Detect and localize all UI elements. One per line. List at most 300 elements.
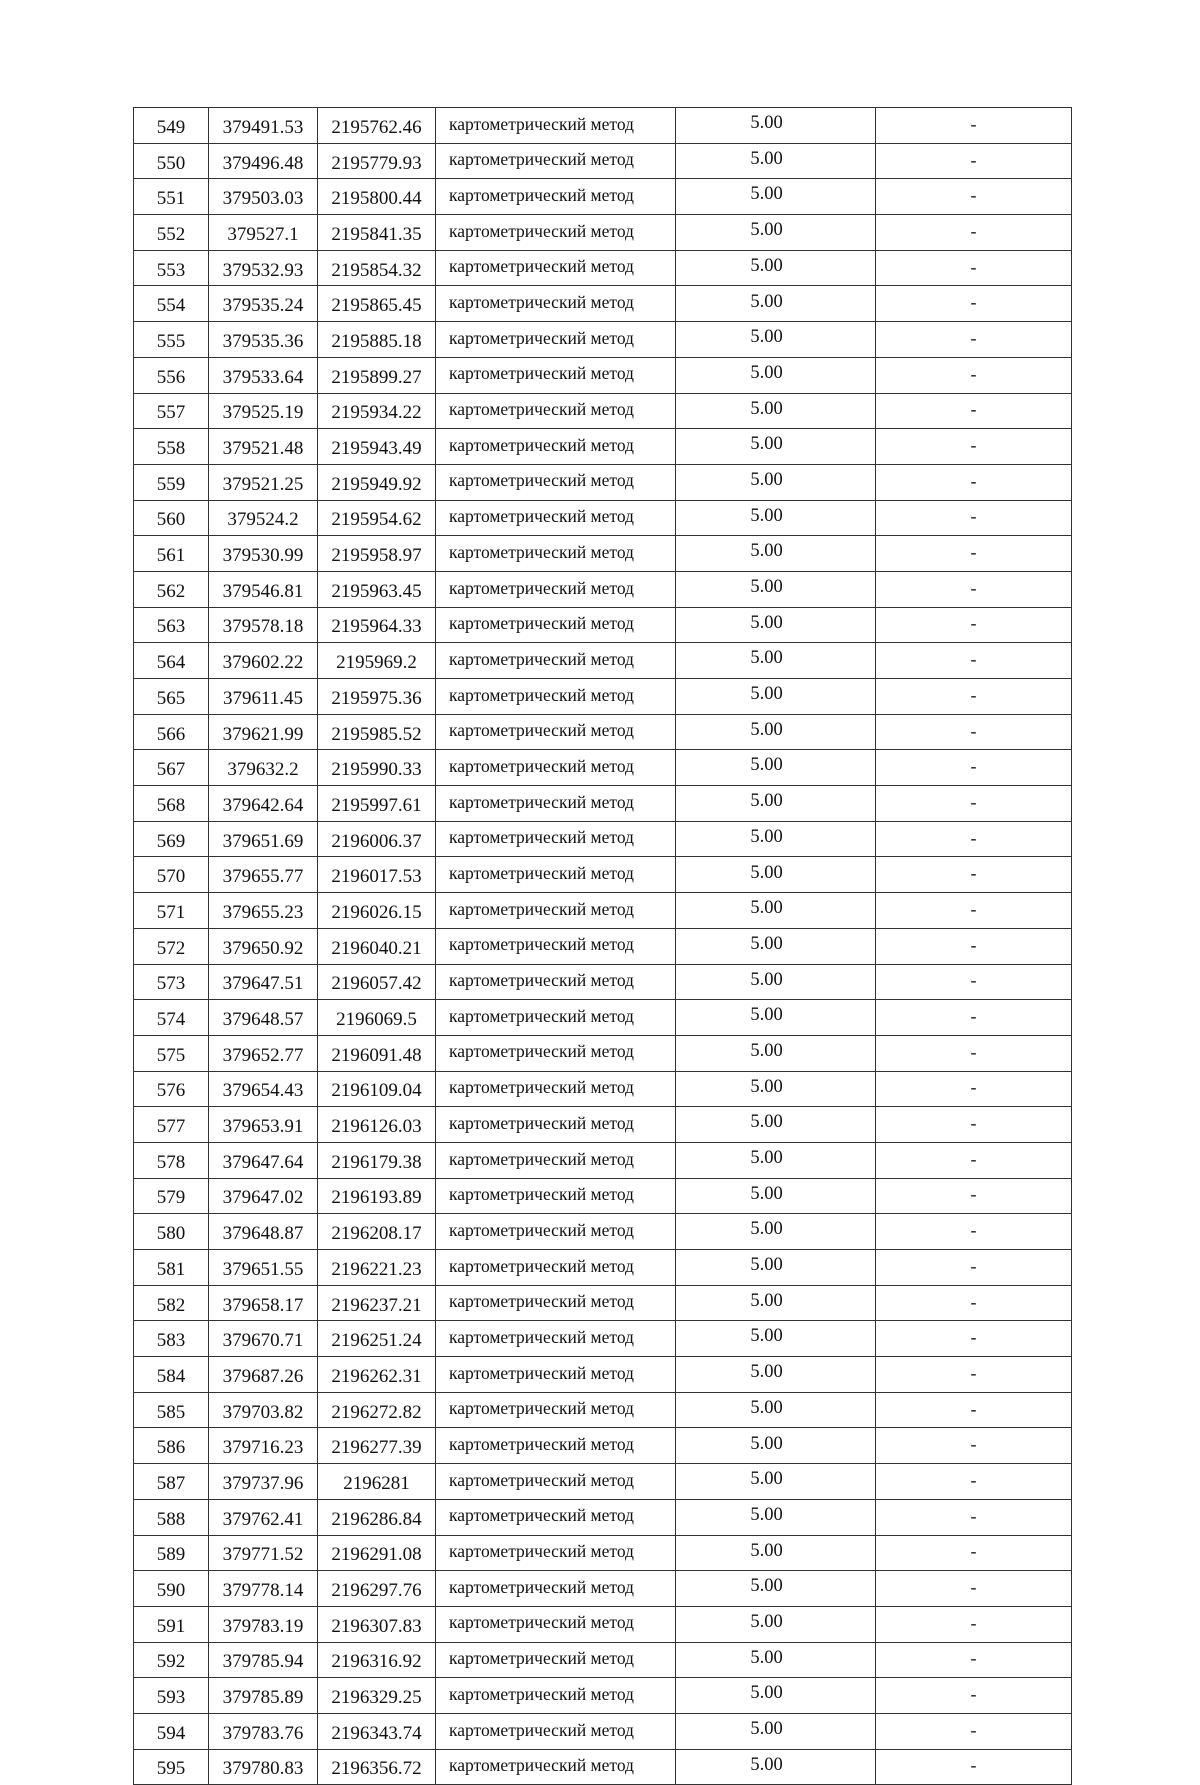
x-coordinate-cell: 379611.45 [209, 679, 318, 715]
table-row [134, 250, 1072, 286]
y-coordinate-cell: 2196307.83 [318, 1606, 436, 1642]
method-cell: картометрический метод [436, 1642, 676, 1678]
method-cell: картометрический метод [436, 179, 676, 215]
y-coordinate-cell: 2196193.89 [318, 1178, 436, 1214]
precision-cell: 5.00 [676, 322, 876, 358]
x-coordinate-cell: 379648.57 [209, 1000, 318, 1036]
point-number-cell: 577 [134, 1107, 209, 1143]
table-row [134, 821, 1072, 857]
description-cell: - [876, 500, 1072, 536]
description-cell: - [876, 1357, 1072, 1393]
method-cell: картометрический метод [436, 143, 676, 179]
point-number-cell: 574 [134, 1000, 209, 1036]
precision-cell: 5.00 [676, 857, 876, 893]
description-cell: - [876, 1107, 1072, 1143]
method-cell: картометрический метод [436, 821, 676, 857]
y-coordinate-cell: 2195963.45 [318, 571, 436, 607]
description-cell: - [876, 643, 1072, 679]
point-number-cell: 592 [134, 1642, 209, 1678]
point-number-cell: 551 [134, 179, 209, 215]
method-cell: картометрический метод [436, 1535, 676, 1571]
x-coordinate-cell: 379703.82 [209, 1392, 318, 1428]
method-cell: картометрический метод [436, 571, 676, 607]
y-coordinate-cell: 2195800.44 [318, 179, 436, 215]
method-cell: картометрический метод [436, 357, 676, 393]
precision-cell: 5.00 [676, 1606, 876, 1642]
description-cell: - [876, 1071, 1072, 1107]
table-row [134, 464, 1072, 500]
table-row [134, 1285, 1072, 1321]
description-cell: - [876, 1642, 1072, 1678]
description-cell: - [876, 393, 1072, 429]
description-cell: - [876, 1214, 1072, 1250]
table-row [134, 964, 1072, 1000]
method-cell: картометрический метод [436, 607, 676, 643]
description-cell: - [876, 536, 1072, 572]
x-coordinate-cell: 379578.18 [209, 607, 318, 643]
x-coordinate-cell: 379533.64 [209, 357, 318, 393]
method-cell: картометрический метод [436, 1321, 676, 1357]
precision-cell: 5.00 [676, 429, 876, 465]
table-row [134, 714, 1072, 750]
method-cell: картометрический метод [436, 393, 676, 429]
method-cell: картометрический метод [436, 1071, 676, 1107]
point-number-cell: 561 [134, 536, 209, 572]
precision-cell: 5.00 [676, 714, 876, 750]
x-coordinate-cell: 379491.53 [209, 108, 318, 144]
description-cell: - [876, 821, 1072, 857]
method-cell: картометрический метод [436, 1107, 676, 1143]
point-number-cell: 549 [134, 108, 209, 144]
table-row [134, 1464, 1072, 1500]
y-coordinate-cell: 2196262.31 [318, 1357, 436, 1393]
y-coordinate-cell: 2195954.62 [318, 500, 436, 536]
description-cell: - [876, 893, 1072, 929]
point-number-cell: 558 [134, 429, 209, 465]
precision-cell: 5.00 [676, 1535, 876, 1571]
precision-cell: 5.00 [676, 1392, 876, 1428]
point-number-cell: 585 [134, 1392, 209, 1428]
x-coordinate-cell: 379785.94 [209, 1642, 318, 1678]
method-cell: картометрический метод [436, 1000, 676, 1036]
point-number-cell: 564 [134, 643, 209, 679]
y-coordinate-cell: 2196281 [318, 1464, 436, 1500]
x-coordinate-cell: 379652.77 [209, 1035, 318, 1071]
table-row [134, 215, 1072, 251]
description-cell: - [876, 1713, 1072, 1749]
point-number-cell: 586 [134, 1428, 209, 1464]
point-number-cell: 569 [134, 821, 209, 857]
method-cell: картометрический метод [436, 536, 676, 572]
y-coordinate-cell: 2195854.32 [318, 250, 436, 286]
precision-cell: 5.00 [676, 108, 876, 144]
description-cell: - [876, 1178, 1072, 1214]
method-cell: картометрический метод [436, 108, 676, 144]
precision-cell: 5.00 [676, 1285, 876, 1321]
precision-cell: 5.00 [676, 357, 876, 393]
description-cell: - [876, 928, 1072, 964]
description-cell: - [876, 1285, 1072, 1321]
x-coordinate-cell: 379771.52 [209, 1535, 318, 1571]
description-cell: - [876, 1000, 1072, 1036]
precision-cell: 5.00 [676, 821, 876, 857]
x-coordinate-cell: 379532.93 [209, 250, 318, 286]
y-coordinate-cell: 2196069.5 [318, 1000, 436, 1036]
point-number-cell: 550 [134, 143, 209, 179]
table-row [134, 1571, 1072, 1607]
description-cell: - [876, 1749, 1072, 1785]
x-coordinate-cell: 379655.77 [209, 857, 318, 893]
point-number-cell: 567 [134, 750, 209, 786]
method-cell: картометрический метод [436, 893, 676, 929]
x-coordinate-cell: 379650.92 [209, 928, 318, 964]
y-coordinate-cell: 2195934.22 [318, 393, 436, 429]
table-row [134, 429, 1072, 465]
precision-cell: 5.00 [676, 1499, 876, 1535]
point-number-cell: 593 [134, 1678, 209, 1714]
y-coordinate-cell: 2196126.03 [318, 1107, 436, 1143]
point-number-cell: 575 [134, 1035, 209, 1071]
y-coordinate-cell: 2195865.45 [318, 286, 436, 322]
description-cell: - [876, 571, 1072, 607]
table-row [134, 643, 1072, 679]
point-number-cell: 566 [134, 714, 209, 750]
y-coordinate-cell: 2195969.2 [318, 643, 436, 679]
method-cell: картометрический метод [436, 429, 676, 465]
y-coordinate-cell: 2195964.33 [318, 607, 436, 643]
table-row [134, 1606, 1072, 1642]
method-cell: картометрический метод [436, 1499, 676, 1535]
description-cell: - [876, 1250, 1072, 1286]
point-number-cell: 595 [134, 1749, 209, 1785]
point-number-cell: 554 [134, 286, 209, 322]
x-coordinate-cell: 379524.2 [209, 500, 318, 536]
point-number-cell: 590 [134, 1571, 209, 1607]
table-row [134, 928, 1072, 964]
table-row [134, 1642, 1072, 1678]
x-coordinate-cell: 379737.96 [209, 1464, 318, 1500]
method-cell: картометрический метод [436, 679, 676, 715]
y-coordinate-cell: 2196179.38 [318, 1142, 436, 1178]
method-cell: картометрический метод [436, 286, 676, 322]
table-row [134, 1214, 1072, 1250]
coordinates-table-body [134, 108, 1072, 1785]
y-coordinate-cell: 2196316.92 [318, 1642, 436, 1678]
description-cell: - [876, 250, 1072, 286]
method-cell: картометрический метод [436, 714, 676, 750]
precision-cell: 5.00 [676, 1142, 876, 1178]
precision-cell: 5.00 [676, 893, 876, 929]
method-cell: картометрический метод [436, 964, 676, 1000]
method-cell: картометрический метод [436, 1749, 676, 1785]
method-cell: картометрический метод [436, 1571, 676, 1607]
description-cell: - [876, 322, 1072, 358]
table-row [134, 322, 1072, 358]
method-cell: картометрический метод [436, 250, 676, 286]
y-coordinate-cell: 2195975.36 [318, 679, 436, 715]
method-cell: картометрический метод [436, 1606, 676, 1642]
precision-cell: 5.00 [676, 928, 876, 964]
table-row [134, 1071, 1072, 1107]
precision-cell: 5.00 [676, 1464, 876, 1500]
x-coordinate-cell: 379503.03 [209, 179, 318, 215]
table-row [134, 1107, 1072, 1143]
point-number-cell: 582 [134, 1285, 209, 1321]
table-row [134, 1321, 1072, 1357]
description-cell: - [876, 215, 1072, 251]
precision-cell: 5.00 [676, 964, 876, 1000]
point-number-cell: 568 [134, 786, 209, 822]
table-row [134, 108, 1072, 144]
precision-cell: 5.00 [676, 679, 876, 715]
table-row [134, 286, 1072, 322]
description-cell: - [876, 607, 1072, 643]
table-row [134, 571, 1072, 607]
method-cell: картометрический метод [436, 1713, 676, 1749]
x-coordinate-cell: 379525.19 [209, 393, 318, 429]
y-coordinate-cell: 2196109.04 [318, 1071, 436, 1107]
precision-cell: 5.00 [676, 179, 876, 215]
y-coordinate-cell: 2196286.84 [318, 1499, 436, 1535]
x-coordinate-cell: 379762.41 [209, 1499, 318, 1535]
method-cell: картометрический метод [436, 215, 676, 251]
y-coordinate-cell: 2196221.23 [318, 1250, 436, 1286]
x-coordinate-cell: 379642.64 [209, 786, 318, 822]
point-number-cell: 576 [134, 1071, 209, 1107]
precision-cell: 5.00 [676, 1178, 876, 1214]
description-cell: - [876, 286, 1072, 322]
table-row [134, 679, 1072, 715]
description-cell: - [876, 179, 1072, 215]
precision-cell: 5.00 [676, 1071, 876, 1107]
y-coordinate-cell: 2196329.25 [318, 1678, 436, 1714]
x-coordinate-cell: 379783.76 [209, 1713, 318, 1749]
precision-cell: 5.00 [676, 215, 876, 251]
precision-cell: 5.00 [676, 1250, 876, 1286]
y-coordinate-cell: 2196356.72 [318, 1749, 436, 1785]
method-cell: картометрический метод [436, 857, 676, 893]
x-coordinate-cell: 379653.91 [209, 1107, 318, 1143]
method-cell: картометрический метод [436, 1464, 676, 1500]
point-number-cell: 559 [134, 464, 209, 500]
point-number-cell: 579 [134, 1178, 209, 1214]
precision-cell: 5.00 [676, 500, 876, 536]
description-cell: - [876, 786, 1072, 822]
x-coordinate-cell: 379654.43 [209, 1071, 318, 1107]
coordinates-table [133, 107, 1072, 1785]
y-coordinate-cell: 2195885.18 [318, 322, 436, 358]
y-coordinate-cell: 2195958.97 [318, 536, 436, 572]
precision-cell: 5.00 [676, 1713, 876, 1749]
method-cell: картометрический метод [436, 1392, 676, 1428]
precision-cell: 5.00 [676, 1357, 876, 1393]
point-number-cell: 557 [134, 393, 209, 429]
description-cell: - [876, 143, 1072, 179]
y-coordinate-cell: 2196291.08 [318, 1535, 436, 1571]
description-cell: - [876, 1606, 1072, 1642]
table-row [134, 1499, 1072, 1535]
precision-cell: 5.00 [676, 143, 876, 179]
table-row [134, 786, 1072, 822]
method-cell: картометрический метод [436, 786, 676, 822]
precision-cell: 5.00 [676, 393, 876, 429]
y-coordinate-cell: 2195985.52 [318, 714, 436, 750]
x-coordinate-cell: 379670.71 [209, 1321, 318, 1357]
y-coordinate-cell: 2195943.49 [318, 429, 436, 465]
method-cell: картометрический метод [436, 1428, 676, 1464]
description-cell: - [876, 464, 1072, 500]
table-row [134, 1250, 1072, 1286]
method-cell: картометрический метод [436, 1678, 676, 1714]
table-row [134, 607, 1072, 643]
precision-cell: 5.00 [676, 786, 876, 822]
precision-cell: 5.00 [676, 1749, 876, 1785]
precision-cell: 5.00 [676, 643, 876, 679]
point-number-cell: 591 [134, 1606, 209, 1642]
description-cell: - [876, 357, 1072, 393]
x-coordinate-cell: 379783.19 [209, 1606, 318, 1642]
method-cell: картометрический метод [436, 1214, 676, 1250]
point-number-cell: 563 [134, 607, 209, 643]
x-coordinate-cell: 379655.23 [209, 893, 318, 929]
point-number-cell: 555 [134, 322, 209, 358]
x-coordinate-cell: 379785.89 [209, 1678, 318, 1714]
precision-cell: 5.00 [676, 250, 876, 286]
y-coordinate-cell: 2195762.46 [318, 108, 436, 144]
method-cell: картометрический метод [436, 1178, 676, 1214]
precision-cell: 5.00 [676, 1642, 876, 1678]
method-cell: картометрический метод [436, 750, 676, 786]
precision-cell: 5.00 [676, 1035, 876, 1071]
table-row [134, 1142, 1072, 1178]
x-coordinate-cell: 379535.24 [209, 286, 318, 322]
description-cell: - [876, 1499, 1072, 1535]
x-coordinate-cell: 379647.51 [209, 964, 318, 1000]
x-coordinate-cell: 379621.99 [209, 714, 318, 750]
method-cell: картометрический метод [436, 1142, 676, 1178]
precision-cell: 5.00 [676, 1321, 876, 1357]
description-cell: - [876, 1035, 1072, 1071]
point-number-cell: 581 [134, 1250, 209, 1286]
method-cell: картометрический метод [436, 1250, 676, 1286]
table-row [134, 143, 1072, 179]
point-number-cell: 578 [134, 1142, 209, 1178]
precision-cell: 5.00 [676, 1428, 876, 1464]
precision-cell: 5.00 [676, 286, 876, 322]
y-coordinate-cell: 2196297.76 [318, 1571, 436, 1607]
y-coordinate-cell: 2196040.21 [318, 928, 436, 964]
x-coordinate-cell: 379602.22 [209, 643, 318, 679]
table-row [134, 1749, 1072, 1785]
description-cell: - [876, 1142, 1072, 1178]
x-coordinate-cell: 379527.1 [209, 215, 318, 251]
x-coordinate-cell: 379780.83 [209, 1749, 318, 1785]
x-coordinate-cell: 379651.69 [209, 821, 318, 857]
point-number-cell: 580 [134, 1214, 209, 1250]
point-number-cell: 570 [134, 857, 209, 893]
y-coordinate-cell: 2196208.17 [318, 1214, 436, 1250]
y-coordinate-cell: 2195899.27 [318, 357, 436, 393]
y-coordinate-cell: 2196237.21 [318, 1285, 436, 1321]
method-cell: картометрический метод [436, 643, 676, 679]
y-coordinate-cell: 2196026.15 [318, 893, 436, 929]
table-row [134, 1000, 1072, 1036]
x-coordinate-cell: 379535.36 [209, 322, 318, 358]
x-coordinate-cell: 379647.64 [209, 1142, 318, 1178]
description-cell: - [876, 857, 1072, 893]
x-coordinate-cell: 379521.25 [209, 464, 318, 500]
method-cell: картометрический метод [436, 464, 676, 500]
point-number-cell: 587 [134, 1464, 209, 1500]
x-coordinate-cell: 379647.02 [209, 1178, 318, 1214]
method-cell: картометрический метод [436, 1035, 676, 1071]
x-coordinate-cell: 379648.87 [209, 1214, 318, 1250]
x-coordinate-cell: 379546.81 [209, 571, 318, 607]
description-cell: - [876, 1464, 1072, 1500]
description-cell: - [876, 1321, 1072, 1357]
y-coordinate-cell: 2196272.82 [318, 1392, 436, 1428]
point-number-cell: 594 [134, 1713, 209, 1749]
point-number-cell: 589 [134, 1535, 209, 1571]
description-cell: - [876, 679, 1072, 715]
description-cell: - [876, 429, 1072, 465]
y-coordinate-cell: 2196251.24 [318, 1321, 436, 1357]
precision-cell: 5.00 [676, 536, 876, 572]
y-coordinate-cell: 2196017.53 [318, 857, 436, 893]
point-number-cell: 584 [134, 1357, 209, 1393]
precision-cell: 5.00 [676, 1678, 876, 1714]
y-coordinate-cell: 2195779.93 [318, 143, 436, 179]
table-row [134, 357, 1072, 393]
description-cell: - [876, 750, 1072, 786]
table-row [134, 750, 1072, 786]
precision-cell: 5.00 [676, 1571, 876, 1607]
table-row [134, 500, 1072, 536]
method-cell: картометрический метод [436, 928, 676, 964]
method-cell: картометрический метод [436, 500, 676, 536]
method-cell: картометрический метод [436, 322, 676, 358]
point-number-cell: 571 [134, 893, 209, 929]
table-row [134, 1178, 1072, 1214]
table-row [134, 536, 1072, 572]
table-row [134, 1428, 1072, 1464]
description-cell: - [876, 1678, 1072, 1714]
point-number-cell: 552 [134, 215, 209, 251]
table-row [134, 1713, 1072, 1749]
point-number-cell: 572 [134, 928, 209, 964]
point-number-cell: 562 [134, 571, 209, 607]
x-coordinate-cell: 379496.48 [209, 143, 318, 179]
precision-cell: 5.00 [676, 1000, 876, 1036]
description-cell: - [876, 1535, 1072, 1571]
precision-cell: 5.00 [676, 607, 876, 643]
description-cell: - [876, 1571, 1072, 1607]
description-cell: - [876, 108, 1072, 144]
table-row [134, 893, 1072, 929]
y-coordinate-cell: 2195997.61 [318, 786, 436, 822]
table-row [134, 1678, 1072, 1714]
method-cell: картометрический метод [436, 1357, 676, 1393]
table-row [134, 1535, 1072, 1571]
x-coordinate-cell: 379687.26 [209, 1357, 318, 1393]
x-coordinate-cell: 379778.14 [209, 1571, 318, 1607]
point-number-cell: 588 [134, 1499, 209, 1535]
precision-cell: 5.00 [676, 750, 876, 786]
table-row [134, 857, 1072, 893]
y-coordinate-cell: 2196277.39 [318, 1428, 436, 1464]
y-coordinate-cell: 2195841.35 [318, 215, 436, 251]
precision-cell: 5.00 [676, 1214, 876, 1250]
